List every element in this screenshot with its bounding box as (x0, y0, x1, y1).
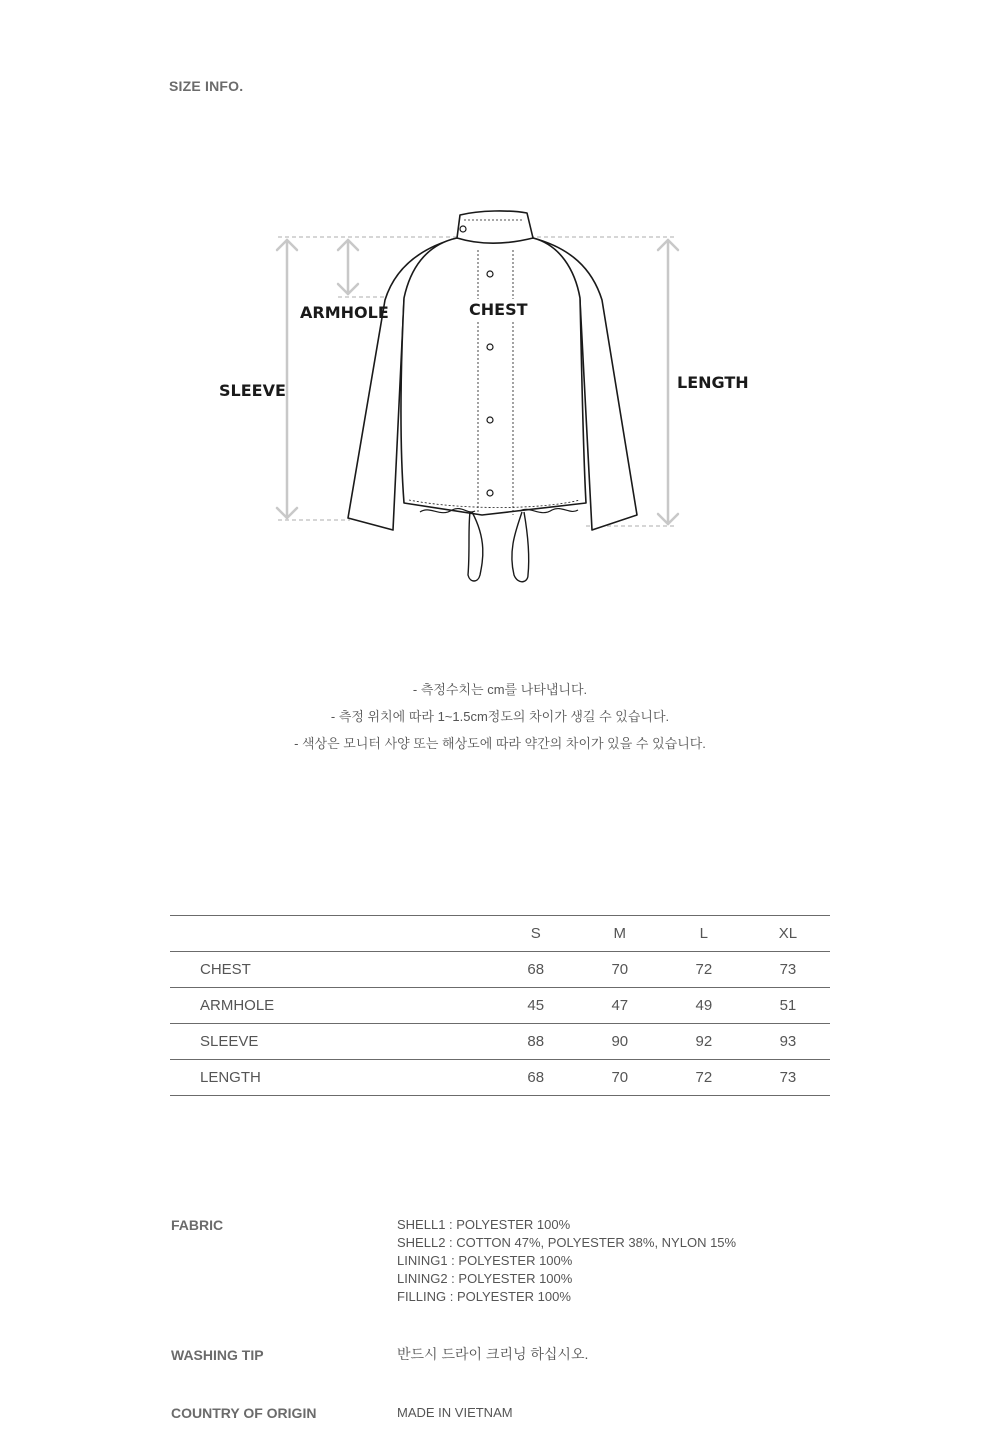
fabric-line: SHELL1 : POLYESTER 100% (397, 1217, 571, 1232)
fabric-label: FABRIC (171, 1217, 224, 1233)
note-line: - 측정수치는 cm를 나타냅니다. (412, 682, 588, 697)
country-of-origin-value: MADE IN VIETNAM (397, 1405, 513, 1420)
fabric-line: LINING2 : POLYESTER 100% (397, 1271, 573, 1286)
cell: 45 (494, 988, 578, 1024)
cell: 88 (494, 1024, 578, 1060)
country-of-origin-label: COUNTRY OF ORIGIN (171, 1405, 317, 1421)
fabric-composition (397, 1216, 736, 1306)
cell: 49 (662, 988, 746, 1024)
table-header-row (170, 916, 830, 952)
cell: 73 (746, 952, 830, 988)
fabric-line: FILLING : POLYESTER 100% (397, 1289, 571, 1304)
column-header-l: L (662, 916, 746, 952)
table-row (170, 1024, 830, 1060)
washing-tip-label: WASHING TIP (171, 1347, 264, 1363)
cell: 92 (662, 1024, 746, 1060)
table-row (170, 952, 830, 988)
column-header-blank (170, 916, 494, 952)
cell: 70 (578, 1060, 662, 1096)
section-title: SIZE INFO. (169, 78, 244, 94)
cell: 47 (578, 988, 662, 1024)
cell: 73 (746, 1060, 830, 1096)
note-line: - 색상은 모니터 사양 또는 해상도에 따라 약간의 차이가 있을 수 있습니다. (294, 736, 706, 751)
column-header-m: M (578, 916, 662, 952)
jacket-size-diagram (200, 195, 800, 595)
armhole-label: ARMHOLE (300, 303, 389, 322)
cell: 72 (662, 952, 746, 988)
cell: 90 (578, 1024, 662, 1060)
cell: 70 (578, 952, 662, 988)
fabric-line: LINING1 : POLYESTER 100% (397, 1253, 573, 1268)
drawstrings (468, 512, 529, 582)
cell: 72 (662, 1060, 746, 1096)
cell: 68 (494, 1060, 578, 1096)
cell: 93 (746, 1024, 830, 1060)
size-table (170, 915, 830, 1096)
row-label: CHEST (170, 952, 494, 988)
measurement-notes (0, 680, 1000, 761)
jacket-outline (348, 211, 637, 530)
chest-label: CHEST (469, 300, 528, 319)
table-row (170, 988, 830, 1024)
washing-tip-value: 반드시 드라이 크리닝 하십시오. (397, 1346, 589, 1362)
table-row (170, 1060, 830, 1096)
row-label: LENGTH (170, 1060, 494, 1096)
column-header-xl: XL (746, 916, 830, 952)
sleeve-label: SLEEVE (219, 381, 286, 400)
row-label: ARMHOLE (170, 988, 494, 1024)
cell: 68 (494, 952, 578, 988)
fabric-line: SHELL2 : COTTON 47%, POLYESTER 38%, NYLON 15% (397, 1235, 737, 1250)
column-header-s: S (494, 916, 578, 952)
note-line: - 측정 위치에 따라 1~1.5cm정도의 차이가 생길 수 있습니다. (330, 709, 670, 724)
cell: 51 (746, 988, 830, 1024)
length-label: LENGTH (677, 373, 749, 392)
row-label: SLEEVE (170, 1024, 494, 1060)
